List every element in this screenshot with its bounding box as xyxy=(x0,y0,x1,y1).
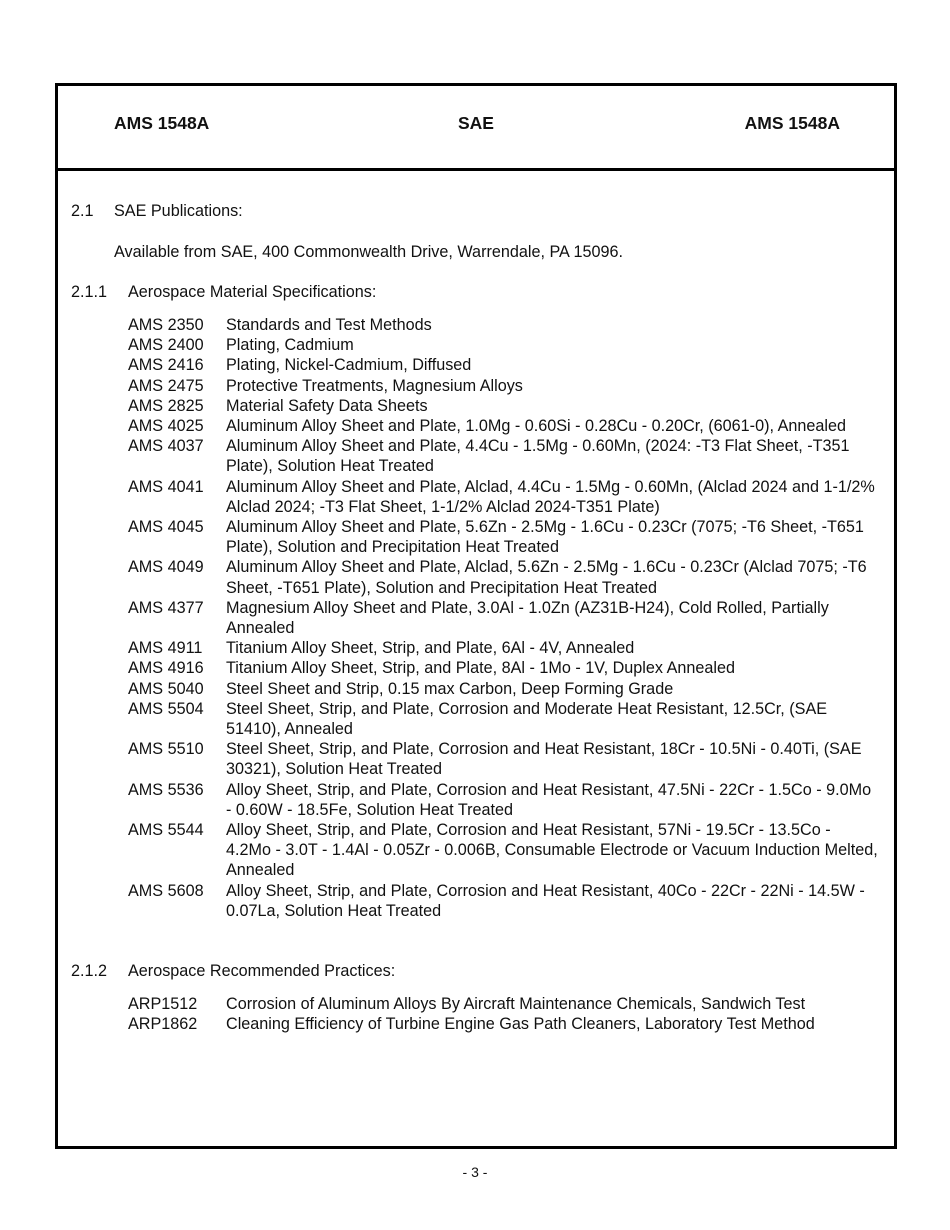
spec-description: Plating, Nickel-Cadmium, Diffused xyxy=(226,356,472,375)
header-doc-id-left: AMS 1548A xyxy=(114,113,210,133)
spec-code: AMS 2825 xyxy=(128,396,204,415)
spec-code: AMS 4911 xyxy=(128,639,203,658)
practice-description: Corrosion of Aluminum Alloys By Aircraft Maintenance Chemicals, Sandwich Test xyxy=(226,995,806,1013)
practice-entry xyxy=(128,994,878,1014)
spec-code: AMS 4045 xyxy=(128,518,204,537)
spec-entry xyxy=(128,335,878,355)
spec-code: AMS 4377 xyxy=(128,598,204,617)
spec-entry xyxy=(128,396,878,416)
spec-code: AMS 2475 xyxy=(128,376,204,395)
section-title: SAE Publications: xyxy=(114,202,243,220)
spec-entry xyxy=(128,679,878,699)
spec-code: AMS 5608 xyxy=(128,881,204,900)
arp-list xyxy=(128,994,878,1034)
spec-code: AMS 5536 xyxy=(128,780,204,799)
page-number: - 3 - xyxy=(462,1164,488,1180)
section-number: 2.1.2 xyxy=(71,962,108,980)
spec-description: Steel Sheet and Strip, 0.15 max Carbon, Deep Forming Grade xyxy=(226,679,674,698)
spec-description: Protective Treatments, Magnesium Alloys xyxy=(226,376,523,395)
spec-entry xyxy=(128,477,878,517)
practice-description: Cleaning Efficiency of Turbine Engine Gas Path Cleaners, Laboratory Test Method xyxy=(226,1015,815,1034)
spec-entry xyxy=(128,517,878,557)
spec-description: Titanium Alloy Sheet, Strip, and Plate, 8Al - 1Mo - 1V, Duplex Annealed xyxy=(226,659,735,678)
spec-entry xyxy=(128,699,878,739)
spec-entry xyxy=(128,315,878,335)
practice-entry xyxy=(128,1014,878,1034)
section-2-1-availability: Available from SAE, 400 Commonwealth Drive, Warrendale, PA 15096. xyxy=(114,243,623,261)
practice-code: ARP1862 xyxy=(128,1015,198,1034)
spec-description: Aluminum Alloy Sheet and Plate, 5.6Zn - 2.5Mg - 1.6Cu - 0.23Cr (7075; -T6 Sheet, -T651 Plate), Solution and Precipitation Heat Treated xyxy=(226,518,864,557)
header-org: SAE xyxy=(458,113,494,133)
spec-entry xyxy=(128,820,878,881)
spec-code: AMS 2416 xyxy=(128,356,204,375)
spec-entry xyxy=(128,739,878,779)
spec-code: AMS 5510 xyxy=(128,740,204,759)
header-doc-id-right: AMS 1548A xyxy=(744,113,840,133)
spec-entry xyxy=(128,598,878,638)
spec-entry xyxy=(128,557,878,597)
spec-description: Alloy Sheet, Strip, and Plate, Corrosion and Heat Resistant, 40Co - 22Cr - 22Ni - 14.5W - 0.07La, Solution Heat Treated xyxy=(226,881,865,920)
spec-code: AMS 4037 xyxy=(128,437,204,456)
spec-entry xyxy=(128,376,878,396)
spec-description: Titanium Alloy Sheet, Strip, and Plate, 6Al - 4V, Annealed xyxy=(226,639,635,658)
page-header xyxy=(58,86,894,171)
spec-code: AMS 4916 xyxy=(128,659,204,678)
spec-description: Alloy Sheet, Strip, and Plate, Corrosion and Heat Resistant, 47.5Ni - 22Cr - 1.5Co - 9.0Mo - 0.60W - 18.5Fe, Solution Heat Treated xyxy=(226,780,872,819)
spec-code: AMS 4041 xyxy=(128,477,204,496)
spec-description: Aluminum Alloy Sheet and Plate, Alclad, 4.4Cu - 1.5Mg - 0.60Mn, (Alclad 2024 and 1-1/2% Alclad 2024; -T3 Flat Sheet, 1-1/2% Alclad 2024-T351 Plate) xyxy=(226,477,875,516)
spec-entry xyxy=(128,436,878,476)
spec-description: Aluminum Alloy Sheet and Plate, Alclad, 5.6Zn - 2.5Mg - 1.6Cu - 0.23Cr (Alclad 7075; -T6 Sheet, -T651 Plate), Solution and Precipitation Heat Treated xyxy=(226,558,867,597)
spec-description: Magnesium Alloy Sheet and Plate, 3.0Al - 1.0Zn (AZ31B-H24), Cold Rolled, Partially Annealed xyxy=(226,598,829,638)
spec-description: Steel Sheet, Strip, and Plate, Corrosion and Moderate Heat Resistant, 12.5Cr, (SAE 51410), Annealed xyxy=(226,699,828,739)
spec-entry xyxy=(128,638,878,658)
ams-spec-list xyxy=(128,315,878,921)
spec-code: AMS 4025 xyxy=(128,417,204,436)
spec-description: Material Safety Data Sheets xyxy=(226,396,428,415)
spec-description: Standards and Test Methods xyxy=(226,316,432,334)
section-title: Aerospace Material Specifications: xyxy=(128,283,377,301)
spec-description: Aluminum Alloy Sheet and Plate, 1.0Mg - 0.60Si - 0.28Cu - 0.20Cr, (6061-0), Annealed xyxy=(226,417,846,436)
spec-code: AMS 5504 xyxy=(128,699,204,718)
spec-description: Alloy Sheet, Strip, and Plate, Corrosion and Heat Resistant, 57Ni - 19.5Cr - 13.5Co - 4.2Mo - 3.0T - 1.4Al - 0.05Zr - 0.006B, Consumable Electrode or Vacuum Induction Melted, Annealed xyxy=(226,821,878,880)
spec-code: AMS 2350 xyxy=(128,316,204,334)
spec-entry xyxy=(128,658,878,678)
spec-entry xyxy=(128,780,878,820)
spec-entry xyxy=(128,355,878,375)
practice-code: ARP1512 xyxy=(128,995,198,1013)
spec-code: AMS 5544 xyxy=(128,821,204,840)
section-number: 2.1 xyxy=(71,202,94,220)
spec-description: Steel Sheet, Strip, and Plate, Corrosion and Heat Resistant, 18Cr - 10.5Ni - 0.40Ti, (SAE 30321), Solution Heat Treated xyxy=(226,740,862,779)
spec-code: AMS 4049 xyxy=(128,558,204,577)
section-number: 2.1.1 xyxy=(71,283,108,301)
spec-code: AMS 2400 xyxy=(128,336,204,355)
page-frame xyxy=(55,83,897,1149)
spec-description: Plating, Cadmium xyxy=(226,336,354,355)
spec-code: AMS 5040 xyxy=(128,679,204,698)
spec-entry xyxy=(128,416,878,436)
section-title: Aerospace Recommended Practices: xyxy=(128,962,396,980)
spec-entry xyxy=(128,881,878,921)
spec-description: Aluminum Alloy Sheet and Plate, 4.4Cu - 1.5Mg - 0.60Mn, (2024: -T3 Flat Sheet, -T351 Plate), Solution Heat Treated xyxy=(226,437,850,476)
